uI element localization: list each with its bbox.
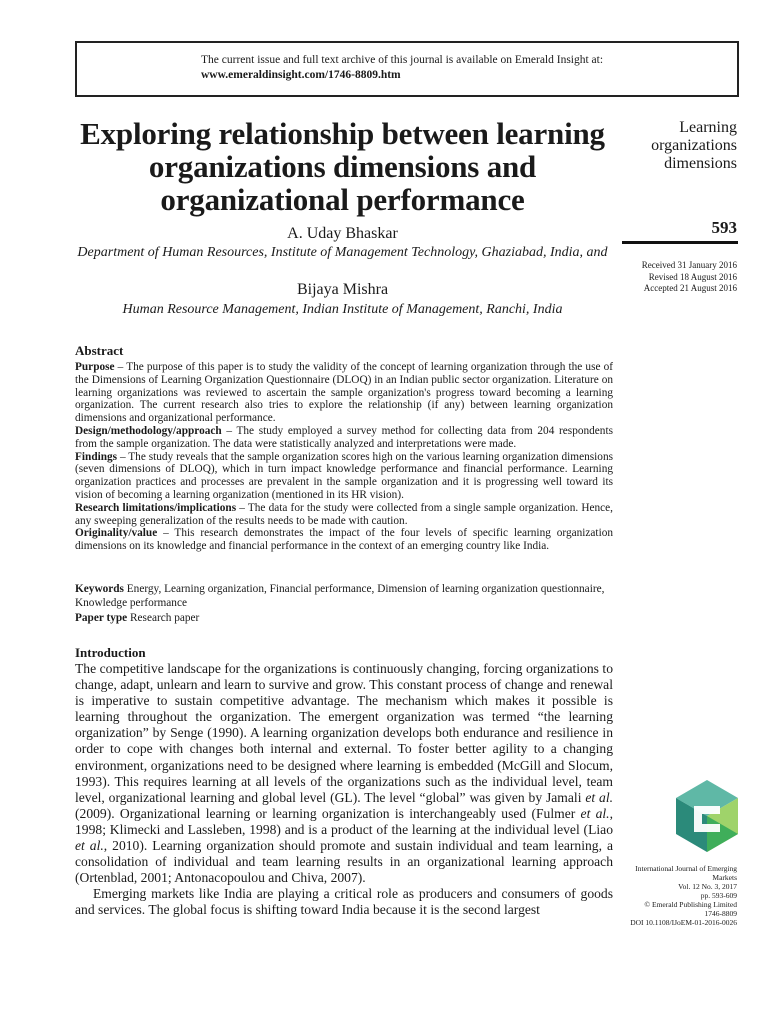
introduction-body <box>75 661 613 919</box>
journal-info <box>612 864 737 927</box>
emerald-logo-icon <box>676 780 738 852</box>
et-al: et al. <box>585 789 613 805</box>
abstract-limitations <box>75 502 613 528</box>
introduction-heading: Introduction <box>75 645 146 660</box>
paper-type-text: Research paper <box>127 612 200 624</box>
journal-volume: Vol. 12 No. 3, 2017 <box>678 882 737 891</box>
journal-pages: pp. 593-609 <box>700 891 737 900</box>
author-affiliation: Human Resource Management, Indian Institute of Management, Ranchi, India <box>122 302 563 317</box>
author-affiliation: Department of Human Resources, Institute of Management Technology, Ghaziabad, India, and <box>77 245 608 260</box>
findings-label: Findings <box>75 450 118 463</box>
journal-doi: DOI 10.1108/IJoEM-01-2016-0026 <box>630 918 737 927</box>
keywords-label: Keywords <box>75 583 124 595</box>
paper-type <box>75 611 613 625</box>
intro-paragraph-1 <box>75 661 613 886</box>
abstract-originality <box>75 527 613 553</box>
journal-url-link[interactable]: www.emeraldinsight.com/1746-8809.htm <box>201 69 401 81</box>
originality-text: – This research demonstrates the impact of the four levels of specific learning organization dimensions on its knowledge and financial performance in the context of an emerging country like India. <box>75 527 613 553</box>
abstract-findings <box>75 451 613 502</box>
abstract-body <box>75 361 613 553</box>
abstract-design <box>75 425 613 451</box>
author-name: A. Uday Bhaskar <box>287 225 398 242</box>
keywords-text: Energy, Learning organization, Financial performance, Dimension of learning organization questionnaire, Knowledge performance <box>75 583 605 609</box>
limitations-label: Research limitations/implications <box>75 501 237 514</box>
sidebar-rule <box>622 241 738 244</box>
et-al: et al. <box>580 805 610 821</box>
accepted-date: Accepted 21 August 2016 <box>643 283 737 293</box>
author-name: Bijaya Mishra <box>296 281 389 298</box>
intro-paragraph-2: Emerging markets like India are playing a critical role as producers and consumers of goods and services. The global focus is shifting toward India because it is the second largest <box>75 886 613 918</box>
intro-text: The competitive landscape for the organizations is continuously changing, forcing organizations to change, adapt, unlearn and learn to survive and grow. This constant process of change and renewal is imperative to sustain competitive advantage. The mechanism which makes it possible is learning throughout the organization. The emergent organization was termed “the learning organization” by Senge (1990). A learning organization develops both endurance and resilience in order to cope with changes both internal and external. To foster better agility to a changing environment, organizations need to be designed where learning is embedded (McGill and Slocum, 1993). This requires learning at all levels of the organizations such as the individual level, team level, organizational learning and global level (GL). The level “global” was given by Jamali <box>75 661 613 805</box>
access-notice-text: The current issue and full text archive of this journal is available on Emerald Insight at: <box>201 54 604 66</box>
paper-type-label: Paper type <box>75 612 128 624</box>
journal-issn: 1746-8809 <box>704 909 737 918</box>
abstract-purpose <box>75 361 613 425</box>
purpose-text: – The purpose of this paper is to study the validity of the concept of learning organization through the use of the Dimensions of Learning Organization Questionnaire (DLOQ) in an Indian public sector organization. Literature on learning organizations was reviewed to ascertain the sample organization's progress toward becoming a learning organization. The current research also tries to explore the relationship (if any) between learning organization dimensions and organizational performance. <box>75 361 613 425</box>
revised-date: Revised 18 August 2016 <box>648 271 737 282</box>
paper-title: Exploring relationship between learning organizations dimensions and organizational performance <box>80 116 605 217</box>
design-label: Design/methodology/approach <box>75 424 222 437</box>
limitations-text: – The data for the study were collected from a single sample organization. Hence, any sweeping generalization of the results needs to be made with caution. <box>75 501 614 527</box>
purpose-label: Purpose <box>75 361 115 373</box>
journal-name: International Journal of Emerging Markets <box>635 864 737 882</box>
intro-text: , 2010). Learning organization should promote and sustain individual and team learning, a consolidation of individual and team learning results in an organizational learning approach (Ortenblad, 2001; Antonacopoulou and Chiva, 2007). <box>75 838 614 886</box>
keywords <box>75 582 613 610</box>
abstract-heading: Abstract <box>75 343 124 358</box>
article-dates <box>620 260 737 295</box>
intro-text: , 1998; Klimecki and Lassleben, 1998) and is a product of the learning at the individual level (Liao <box>75 805 613 837</box>
findings-text: – The study reveals that the sample organization scores high on the various learning organization dimensions (seven dimensions of DLOQ), which in turn impact knowledge performance and financial performance. Learning organization practices and processes are prevalent in the sample organization and it is progressing well toward its vision of becoming a learning organization (mentioned in its HR vision). <box>75 450 613 501</box>
journal-publisher: © Emerald Publishing Limited <box>644 900 737 909</box>
intro-text: (2009). Organizational learning or learning organization is interchangeably used (Fulmer <box>75 805 581 821</box>
page-number: 593 <box>711 218 737 237</box>
access-notice-box <box>75 41 739 97</box>
originality-label: Originality/value <box>75 527 158 540</box>
et-al: et al. <box>75 838 104 854</box>
design-text: – The study employed a survey method for collecting data from 204 respondents from the sample organization. The data were statistically analyzed and interpretations were made. <box>75 424 613 450</box>
received-date: Received 31 January 2016 <box>641 260 737 270</box>
running-title: Learning organizations dimensions <box>651 119 737 172</box>
